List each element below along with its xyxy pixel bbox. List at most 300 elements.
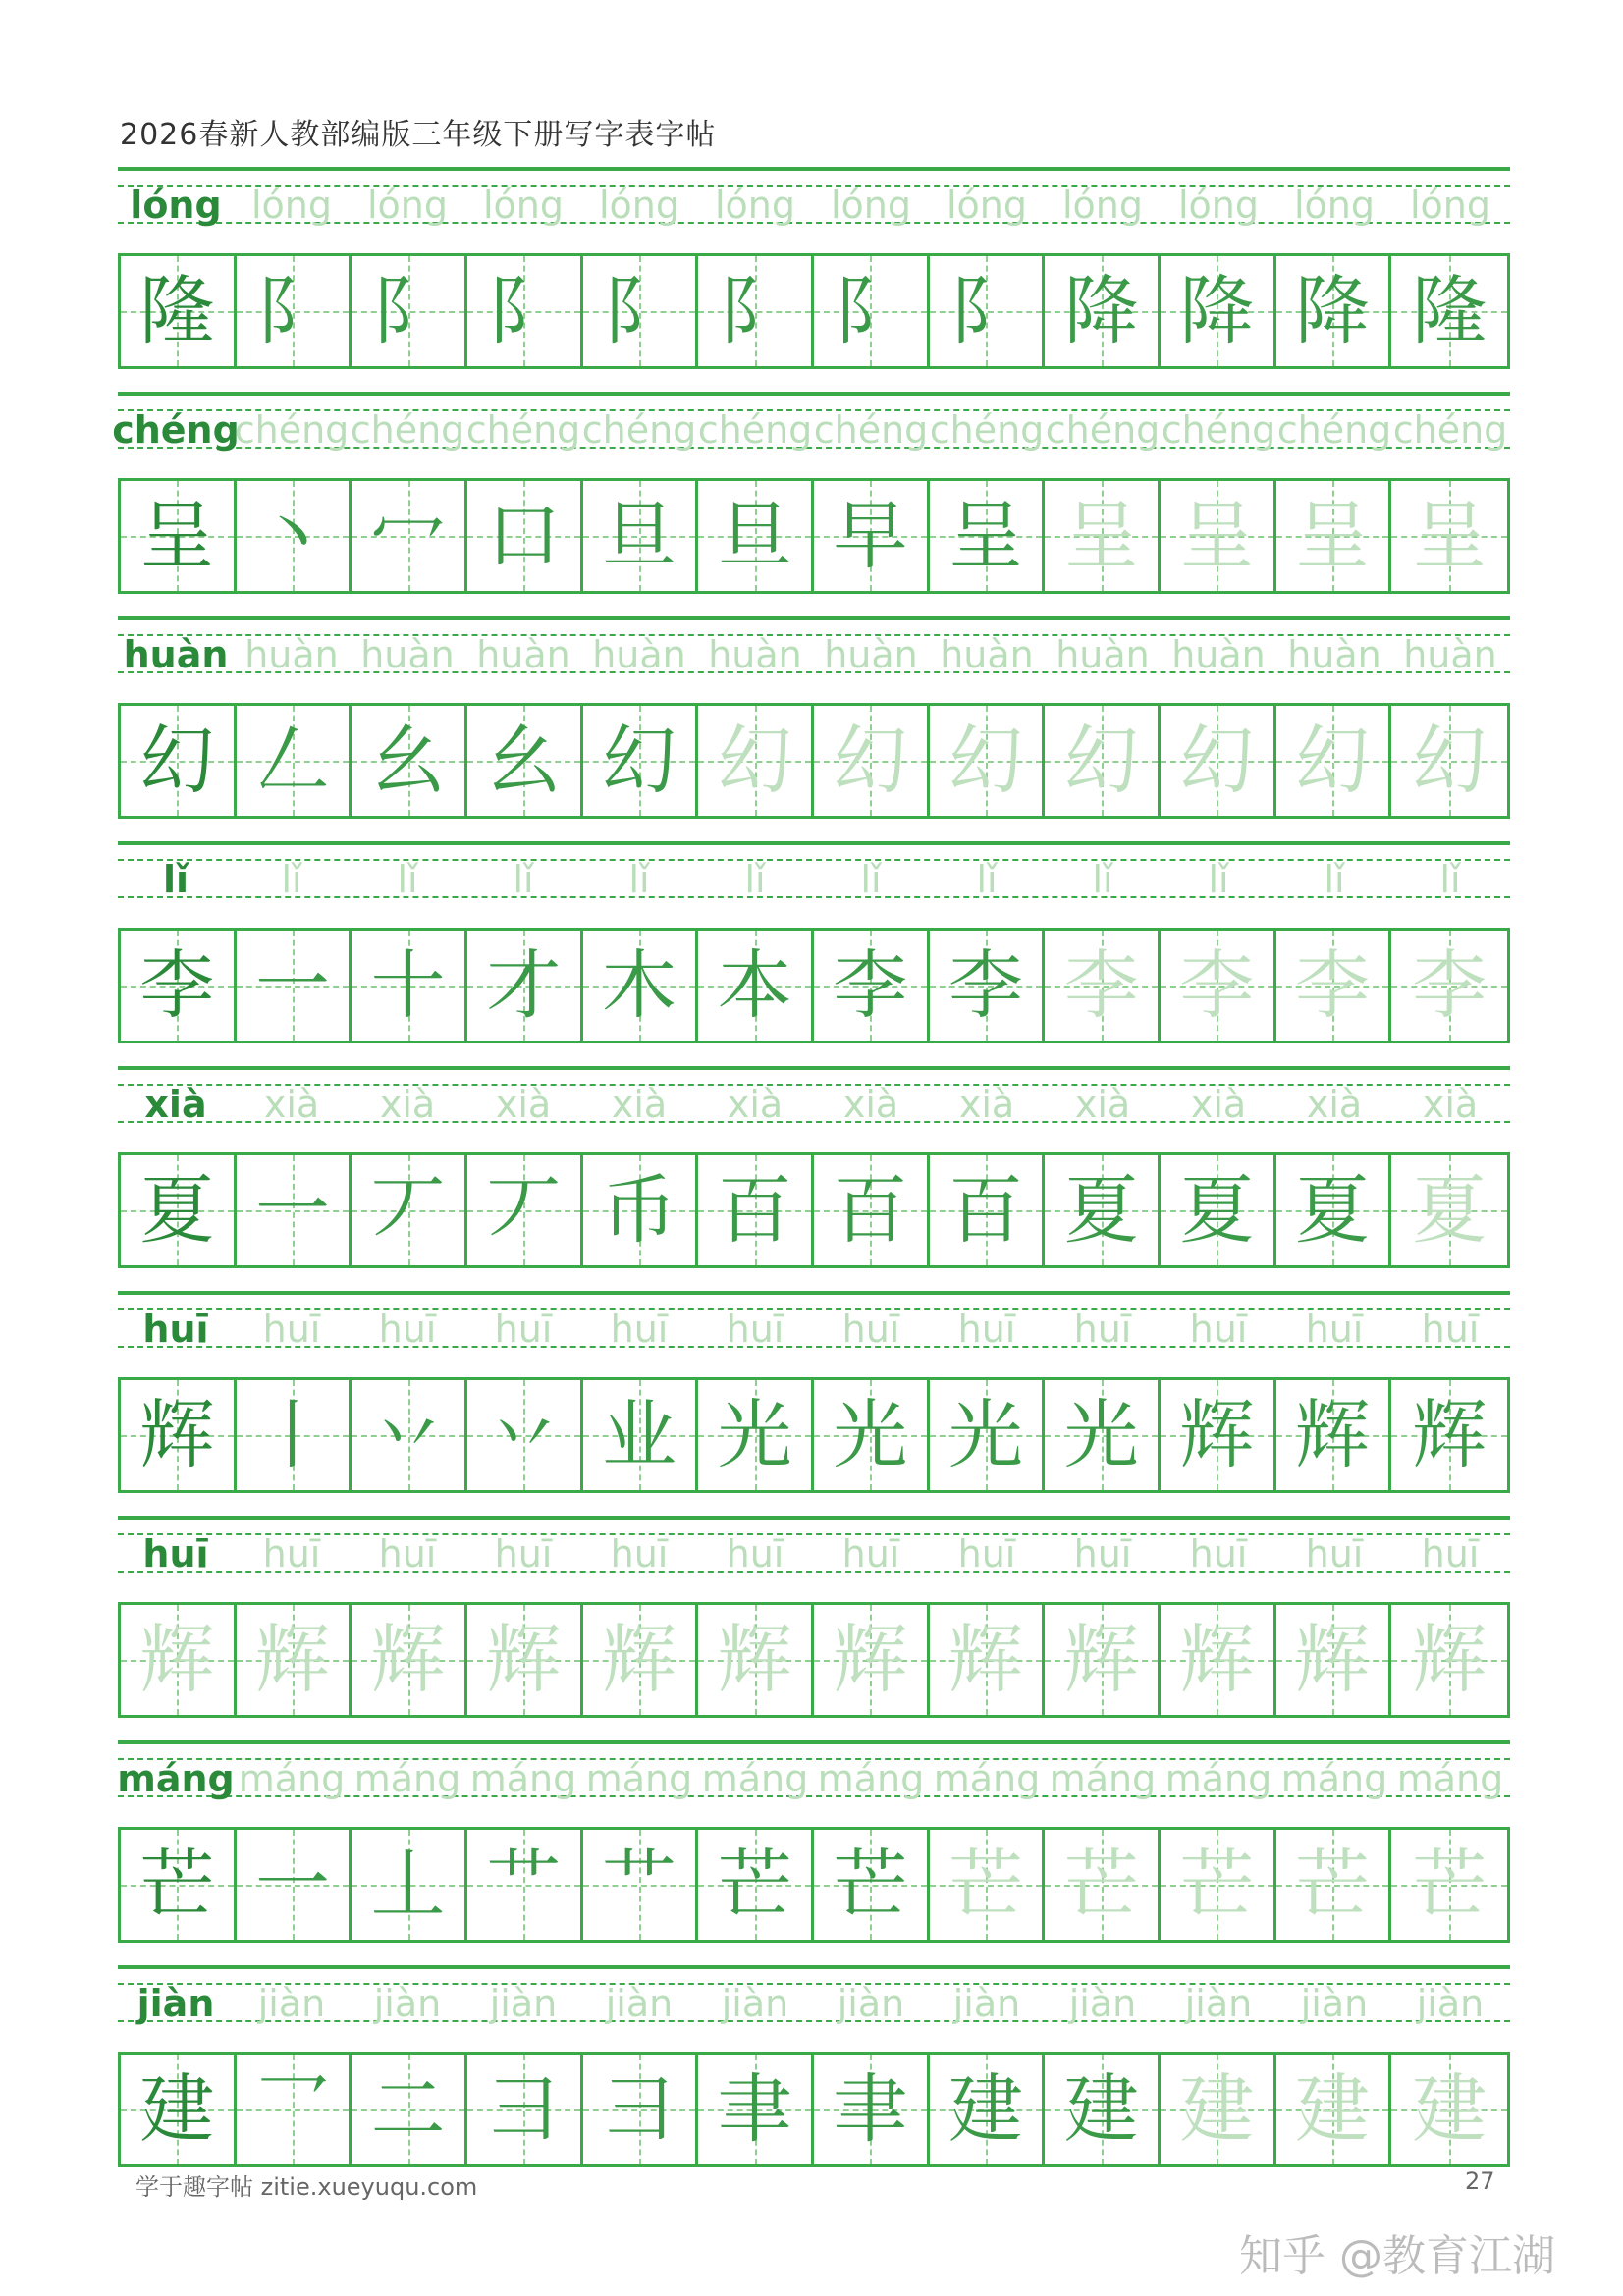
stroke-step-glyph: 口 [486,492,562,579]
stroke-step-glyph: 辉 [1179,1391,1255,1478]
stroke-step-glyph: 旦 [717,492,792,579]
stroke-step-glyph: 幻 [1063,717,1139,804]
pinyin-trace: huàn [244,633,339,676]
stroke-step-glyph: 百 [717,1166,792,1254]
pinyin-trace: huàn [940,633,1034,676]
pinyin-trace: máng [1049,1757,1157,1800]
stroke-step-cell [352,481,467,591]
pinyin-trace: chéng [1276,408,1392,452]
pinyin-trace: máng [585,1757,693,1800]
stroke-step-cell [1391,2055,1507,2164]
stroke-step-glyph: 夏 [1412,1166,1488,1254]
model-character [121,706,237,816]
pinyin-trace: lǐ [281,858,302,901]
pinyin-trace: jiàn [837,1982,905,2025]
stroke-step-cell [352,256,467,366]
stroke-step-glyph: 丨 [255,1391,330,1478]
pinyin-trace: huàn [1055,633,1150,676]
stroke-step-cell [352,1830,467,1940]
stroke-step-cell [1045,1155,1161,1265]
stroke-step-cell [1391,931,1507,1041]
stroke-step-glyph: 阝 [948,267,1024,354]
stroke-step-glyph: 光 [948,1391,1024,1478]
pinyin-trace: lóng [1061,184,1143,227]
pinyin-trace: lǐ [397,858,418,901]
pinyin-trace: huī [1421,1308,1480,1351]
stroke-step-glyph: 芒 [1412,1841,1488,1928]
pinyin-trace: huàn [476,633,570,676]
pinyin-trace: máng [469,1757,577,1800]
pinyin-trace: lǐ [1208,858,1229,901]
stroke-step-glyph: 辉 [833,1616,908,1703]
stroke-step-glyph: 呈 [1295,492,1371,579]
stroke-step-cell [814,931,930,1041]
pinyin-strip [112,392,1510,460]
stroke-step-cell [1161,2055,1276,2164]
pinyin-trace: lǐ [628,858,650,901]
practice-block [118,167,1510,373]
pinyin-trace: huī [262,1532,321,1575]
stroke-step-glyph: 百 [948,1166,1024,1254]
stroke-step-cell [1391,1155,1507,1265]
character-row [118,253,1510,369]
stroke-step-glyph: 李 [1412,941,1488,1029]
stroke-step-glyph: 旦 [602,492,677,579]
stroke-step-glyph: 阝 [717,267,792,354]
stroke-step-cell [930,1380,1046,1490]
pinyin-trace: huī [841,1308,900,1351]
practice-block [118,1516,1510,1722]
stroke-step-cell [1045,481,1161,591]
stroke-step-glyph: 降 [1063,267,1139,354]
character-row [118,478,1510,594]
pinyin-main: huī [142,1308,209,1351]
pinyin-trace: xià [1190,1083,1247,1126]
pinyin-trace: xià [263,1083,320,1126]
stroke-step-glyph: 辉 [1412,1391,1488,1478]
stroke-step-glyph: 幻 [833,717,908,804]
pinyin-trace: máng [701,1757,809,1800]
stroke-step-cell [1276,706,1392,816]
pinyin-trace: huī [1073,1308,1132,1351]
pinyin-trace: chéng [929,408,1045,452]
stroke-step-cell [467,2055,583,2164]
pinyin-trace: xià [1422,1083,1479,1126]
stroke-step-glyph: 辉 [486,1616,562,1703]
pinyin-trace: lóng [482,184,564,227]
stroke-step-cell [930,2055,1046,2164]
pinyin-trace: huī [726,1532,784,1575]
character-row [118,1152,1510,1268]
stroke-step-cell [237,931,352,1041]
stroke-step-glyph: 丶 [255,492,330,579]
stroke-step-cell [237,1380,352,1490]
stroke-step-cell [237,481,352,591]
stroke-step-glyph: 艹 [486,1841,562,1928]
character-row [118,928,1510,1043]
pinyin-trace: lóng [714,184,795,227]
stroke-step-glyph: 阝 [370,267,446,354]
pinyin-trace: huī [378,1532,437,1575]
stroke-step-cell [930,1155,1046,1265]
stroke-step-cell [1391,706,1507,816]
stroke-step-glyph: 币 [602,1166,677,1254]
character-row [118,1377,1510,1493]
pinyin-trace: chéng [1161,408,1276,452]
model-character [121,256,237,366]
pinyin-trace: jiàn [489,1982,558,2025]
stroke-step-cell [698,256,814,366]
stroke-step-glyph: 辉 [948,1616,1024,1703]
model-character-glyph: 李 [139,941,215,1029]
stroke-step-glyph: 芒 [833,1841,908,1928]
pinyin-strip [118,1516,1510,1584]
model-character-glyph: 隆 [139,267,215,354]
model-character-glyph: 辉 [139,1391,215,1478]
stroke-step-glyph: 才 [486,941,562,1029]
stroke-step-glyph: 本 [717,941,792,1029]
stroke-step-cell [1161,481,1276,591]
model-character [121,1605,237,1715]
pinyin-trace: máng [238,1757,346,1800]
stroke-step-glyph: 艹 [602,1841,677,1928]
stroke-step-cell [237,706,352,816]
stroke-step-cell [1161,706,1276,816]
stroke-step-cell [1161,1605,1276,1715]
pinyin-trace: máng [353,1757,461,1800]
stroke-step-glyph: 幻 [602,717,677,804]
stroke-step-cell [1045,1605,1161,1715]
pinyin-trace: huī [1189,1532,1248,1575]
pinyin-trace: huī [1305,1532,1364,1575]
stroke-step-glyph: 辉 [1063,1616,1139,1703]
stroke-step-cell [352,706,467,816]
stroke-step-cell [814,1155,930,1265]
stroke-step-cell [814,2055,930,2164]
stroke-step-glyph: 建 [1179,2065,1255,2153]
stroke-step-glyph: 丆 [486,1166,562,1254]
practice-block [112,392,1510,598]
stroke-step-cell [1391,1830,1507,1940]
stroke-step-glyph: 一 [255,1166,330,1254]
pinyin-trace: huàn [708,633,802,676]
stroke-step-cell [352,2055,467,2164]
pinyin-trace: lǐ [860,858,882,901]
stroke-step-glyph: 芒 [1063,1841,1139,1928]
pinyin-trace: lóng [366,184,448,227]
model-character-glyph: 建 [139,2065,215,2153]
stroke-step-cell [1161,1380,1276,1490]
stroke-step-cell [583,931,699,1041]
pinyin-trace: huī [494,1308,553,1351]
stroke-step-cell [1161,1155,1276,1265]
stroke-step-glyph: 光 [1063,1391,1139,1478]
character-row [118,1827,1510,1943]
page-number: 27 [1465,2167,1495,2195]
pinyin-trace: huī [957,1308,1016,1351]
stroke-step-cell [583,481,699,591]
footer-site: 学于趣字帖 zitie.xueyuqu.com [135,2173,478,2201]
stroke-step-glyph: 辉 [1179,1616,1255,1703]
stroke-step-cell [583,2055,699,2164]
pinyin-trace: máng [1280,1757,1388,1800]
stroke-step-glyph: 𠃋 [255,717,330,804]
stroke-step-glyph: 夏 [1295,1166,1371,1254]
stroke-step-cell [352,1605,467,1715]
pinyin-trace: jiàn [373,1982,442,2025]
stroke-step-cell [814,1605,930,1715]
stroke-step-glyph: 业 [602,1391,677,1478]
stroke-step-cell [1391,481,1507,591]
stroke-step-cell [583,1380,699,1490]
pinyin-trace: jiàn [952,1982,1021,2025]
stroke-step-cell [698,1605,814,1715]
stroke-step-glyph: 辉 [1295,1616,1371,1703]
pinyin-trace: chéng [1045,408,1161,452]
stroke-step-glyph: 一 [255,1841,330,1928]
stroke-step-glyph: 聿 [833,2065,908,2153]
stroke-step-glyph: 呈 [1412,492,1488,579]
stroke-step-cell [467,256,583,366]
stroke-step-glyph: 幺 [370,717,446,804]
stroke-step-cell [814,706,930,816]
pinyin-trace: jiàn [721,1982,789,2025]
stroke-step-glyph: 芒 [1179,1841,1255,1928]
stroke-step-glyph: 二 [370,2065,446,2153]
character-row [118,2052,1510,2167]
pinyin-trace: máng [933,1757,1041,1800]
pinyin-main: jiàn [136,1982,215,2025]
pinyin-main: lóng [130,184,222,227]
pinyin-trace: xià [727,1083,784,1126]
stroke-step-glyph: 一 [255,941,330,1029]
stroke-step-cell [1276,1605,1392,1715]
stroke-step-cell [467,706,583,816]
stroke-step-glyph: 建 [948,2065,1024,2153]
pinyin-trace: huī [1305,1308,1364,1351]
stroke-step-cell [930,931,1046,1041]
stroke-step-cell [930,1605,1046,1715]
pinyin-trace: chéng [465,408,581,452]
pinyin-trace: chéng [581,408,697,452]
stroke-step-glyph: 阝 [602,267,677,354]
stroke-step-cell [1276,931,1392,1041]
pinyin-trace: lóng [830,184,911,227]
stroke-step-cell [1276,1155,1392,1265]
model-character-glyph: 幻 [139,717,215,804]
pinyin-trace: huī [262,1308,321,1351]
stroke-step-glyph: 夏 [1179,1166,1255,1254]
page-title: 2026春新人教部编版三年级下册写字表字帖 [120,118,717,152]
stroke-step-cell [698,2055,814,2164]
practice-block [118,1066,1510,1272]
model-character [121,931,237,1041]
stroke-step-glyph: 建 [1295,2065,1371,2153]
practice-block [118,1965,1510,2171]
pinyin-trace: huàn [592,633,686,676]
stroke-step-glyph: 幺 [486,717,562,804]
model-character [121,481,237,591]
pinyin-trace: lóng [946,184,1027,227]
pinyin-trace: huī [1189,1308,1248,1351]
pinyin-trace: jiàn [605,1982,674,2025]
stroke-step-glyph: 幻 [717,717,792,804]
stroke-step-cell [814,1830,930,1940]
pinyin-trace: chéng [234,408,350,452]
stroke-step-cell [814,481,930,591]
stroke-step-glyph: 丷 [486,1391,562,1478]
pinyin-strip [118,841,1510,910]
pinyin-trace: huī [841,1532,900,1575]
stroke-step-cell [698,481,814,591]
stroke-step-cell [1045,2055,1161,2164]
stroke-step-cell [467,1605,583,1715]
watermark: 知乎 @教育江湖 [1239,2231,1555,2281]
pinyin-trace: lǐ [744,858,766,901]
pinyin-trace: huī [1421,1532,1480,1575]
stroke-step-cell [930,256,1046,366]
model-character-glyph: 芒 [139,1841,215,1928]
pinyin-trace: jiàn [1416,1982,1485,2025]
pinyin-main: lǐ [162,858,189,901]
stroke-step-cell [1391,1605,1507,1715]
pinyin-trace: jiàn [1068,1982,1137,2025]
stroke-step-glyph: 芒 [717,1841,792,1928]
stroke-step-glyph: 建 [1063,2065,1139,2153]
pinyin-trace: lǐ [513,858,534,901]
stroke-step-glyph: 丆 [370,1166,446,1254]
pinyin-strip [118,616,1510,685]
stroke-step-cell [698,1830,814,1940]
stroke-step-cell [237,1605,352,1715]
pinyin-trace: máng [1164,1757,1272,1800]
model-character-glyph: 呈 [139,492,215,579]
stroke-step-glyph: 阝 [833,267,908,354]
pinyin-trace: xià [1074,1083,1131,1126]
pinyin-trace: lóng [1293,184,1375,227]
stroke-step-glyph: 彐 [486,2065,562,2153]
stroke-step-cell [352,1155,467,1265]
pinyin-trace: lóng [250,184,332,227]
stroke-step-cell [237,2055,352,2164]
pinyin-main: chéng [112,408,240,452]
stroke-step-glyph: 李 [1063,941,1139,1029]
stroke-step-cell [237,256,352,366]
pinyin-trace: huàn [824,633,918,676]
pinyin-trace: jiàn [1184,1982,1253,2025]
pinyin-trace: lǐ [1439,858,1461,901]
stroke-step-glyph: 李 [1295,941,1371,1029]
stroke-step-glyph: 辉 [1412,1616,1488,1703]
stroke-step-cell [1045,706,1161,816]
stroke-step-glyph: 李 [833,941,908,1029]
pinyin-trace: chéng [350,408,465,452]
pinyin-trace: huī [726,1308,784,1351]
stroke-step-glyph: 丷 [370,1391,446,1478]
stroke-step-glyph: 辉 [717,1616,792,1703]
stroke-step-cell [237,1155,352,1265]
pinyin-main: huī [142,1532,209,1575]
pinyin-trace: jiàn [257,1982,326,2025]
pinyin-strip [118,1291,1510,1360]
pinyin-trace: huī [957,1532,1016,1575]
stroke-step-cell [352,1380,467,1490]
pinyin-strip [118,1965,1510,2034]
pinyin-trace: máng [1396,1757,1504,1800]
model-character [121,1380,237,1490]
stroke-step-glyph: 建 [1412,2065,1488,2153]
stroke-step-glyph: 幻 [1412,717,1488,804]
stroke-step-glyph: 辉 [370,1616,446,1703]
stroke-step-cell [814,1380,930,1490]
stroke-step-cell [1391,256,1507,366]
stroke-step-glyph: 阝 [486,267,562,354]
pinyin-main: máng [117,1757,235,1800]
stroke-step-cell [1045,1380,1161,1490]
practice-block [118,1740,1510,1947]
stroke-step-cell [1276,1380,1392,1490]
pinyin-trace: lǐ [1092,858,1113,901]
pinyin-trace: huī [1073,1532,1132,1575]
pinyin-trace: xià [495,1083,552,1126]
pinyin-trace: xià [958,1083,1015,1126]
character-row [118,1602,1510,1718]
stroke-step-cell [467,931,583,1041]
stroke-step-cell [698,1380,814,1490]
pinyin-trace: xià [611,1083,668,1126]
stroke-step-cell [467,481,583,591]
stroke-step-cell [1276,1830,1392,1940]
pinyin-trace: lǐ [976,858,998,901]
pinyin-trace: xià [842,1083,899,1126]
stroke-step-glyph: 百 [833,1166,908,1254]
stroke-step-glyph: 乛 [255,2065,330,2153]
stroke-step-glyph: 呈 [1179,492,1255,579]
stroke-step-glyph: 芒 [1295,1841,1371,1928]
pinyin-main: huàn [123,633,229,676]
pinyin-trace: máng [817,1757,925,1800]
stroke-step-cell [1045,1830,1161,1940]
stroke-step-glyph: 夏 [1063,1166,1139,1254]
stroke-step-cell [1045,256,1161,366]
model-character [121,2055,237,2164]
pinyin-trace: huī [610,1532,669,1575]
stroke-step-cell [1276,2055,1392,2164]
pinyin-trace: huàn [1171,633,1266,676]
stroke-step-cell [1161,256,1276,366]
stroke-step-cell [698,706,814,816]
pinyin-trace: huàn [1403,633,1497,676]
pinyin-trace: huàn [1287,633,1381,676]
stroke-step-glyph: 光 [833,1391,908,1478]
stroke-step-cell [930,1830,1046,1940]
stroke-step-cell [698,1155,814,1265]
stroke-step-glyph: 聿 [717,2065,792,2153]
stroke-step-cell [1276,481,1392,591]
stroke-step-glyph: 幻 [1179,717,1255,804]
practice-block [118,1291,1510,1497]
model-character [121,1155,237,1265]
stroke-step-cell [1276,256,1392,366]
practice-block [118,616,1510,823]
stroke-step-cell [467,1830,583,1940]
stroke-step-cell [467,1155,583,1265]
stroke-step-glyph: 呈 [1063,492,1139,579]
stroke-step-cell [467,1380,583,1490]
pinyin-trace: huī [610,1308,669,1351]
character-row [118,703,1510,819]
pinyin-strip [118,167,1510,236]
